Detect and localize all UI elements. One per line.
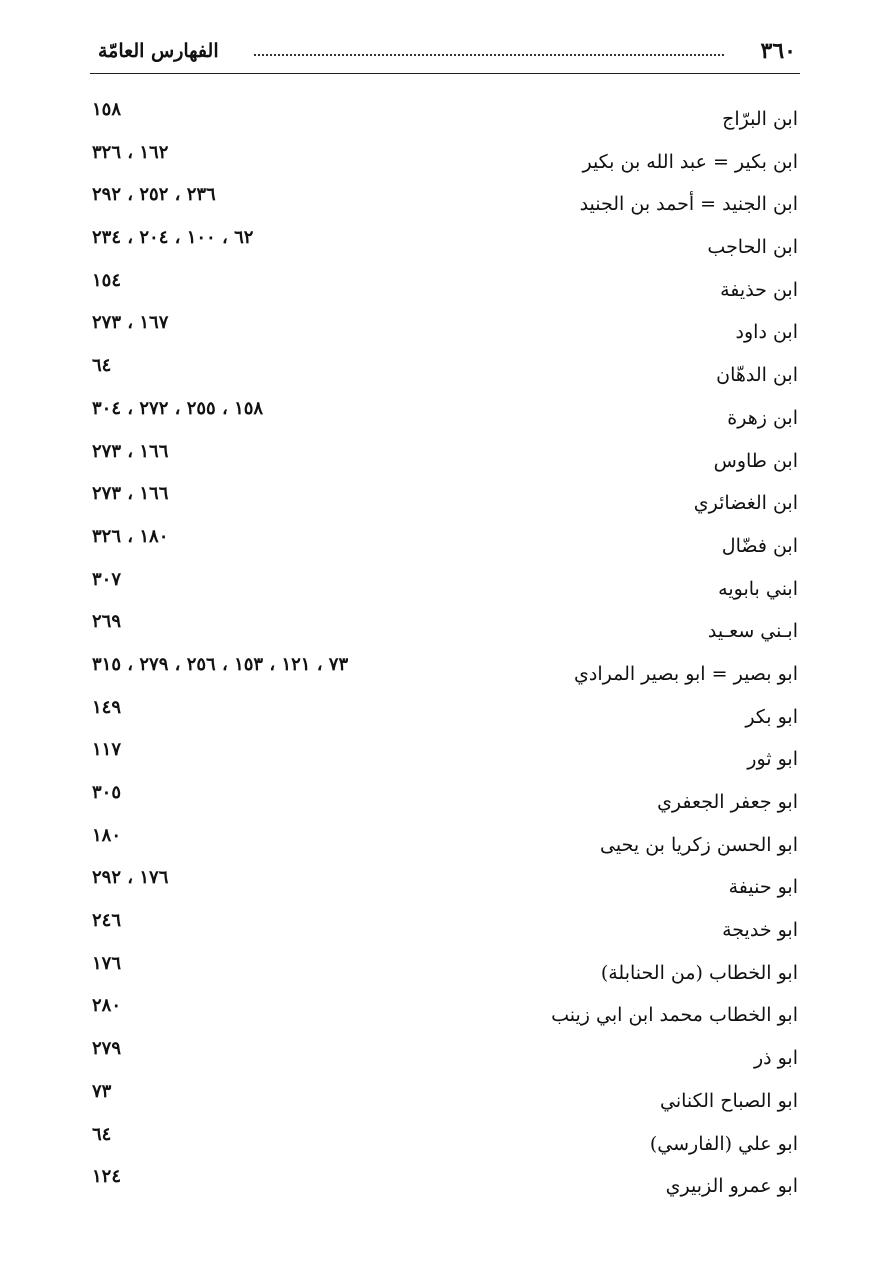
index-entry [82,864,798,907]
entry-pages: ٢٨٠ [92,995,122,1017]
index-entry [82,736,798,779]
index-entry [82,181,798,224]
entry-pages: ١٢٤ [92,1166,122,1188]
entry-pages: ٢٦٩ [92,611,122,633]
index-entry [82,651,798,694]
entry-term: ابو ذر [753,1047,798,1070]
entry-term: ابن الجنيد = أحمد بن الجنيد [579,193,798,216]
index-entry [82,779,798,822]
index-entry [82,822,798,865]
dotted-leader [254,54,724,56]
entry-term: ابن بكير = عبد الله بن بكير [582,150,798,173]
index-entry [82,1035,798,1078]
page-number: ٣٦٠ [760,38,796,64]
entry-pages: ١٨٠ ، ٣٢٦ [92,525,169,547]
entry-pages: ٧٣ [92,1080,112,1102]
entry-term: ابن البرّاج [722,108,798,130]
entry-term: ابو بصير = ابو بصير المرادي [574,662,798,685]
entry-term: ابو حنيفة [728,876,798,899]
entry-pages: ١٥٤ [92,269,122,291]
entry-term: ابو الخطاب محمد ابن ابي زينب [551,1004,798,1027]
index-entry [82,224,798,267]
entry-term: ابو الصباح الكناني [659,1089,798,1112]
entry-term: ابو علي (الفارسي) [649,1132,798,1155]
entry-term: ابو عمرو الزبيري [665,1175,798,1198]
entry-term: ابني بابويه [718,577,798,600]
page-header [98,36,796,70]
index-entry [82,950,798,993]
entry-term: ابن داود [735,321,798,344]
entry-pages: ١٧٦ ، ٢٩٢ [92,867,169,889]
entry-term: ابن فضّال [721,534,798,557]
index-entry [82,1163,798,1206]
entry-pages: ٣٠٧ [92,568,122,590]
index-entry [82,608,798,651]
entry-term: ابن الدهّان [716,364,798,387]
entry-pages: ٣٠٥ [92,782,122,803]
entry-pages: ١٨٠ [92,824,122,846]
index-entry [82,267,798,310]
entry-pages: ٦٤ [92,355,112,377]
entry-term: ابو جعفر الجعفري [657,791,798,813]
entry-term: ابن الحاجب [707,236,798,259]
entry-pages: ٦٤ [92,1123,112,1145]
index-entries [82,96,798,1206]
entry-pages: ٧٣ ، ١٢١ ، ١٥٣ ، ٢٥٦ ، ٢٧٩ ، ٣١٥ [92,653,349,675]
entry-pages: ١٧٦ [92,952,122,974]
entry-pages: ٢٤٦ [92,910,122,932]
index-entry [82,309,798,352]
entry-pages: ١٥٨ [92,99,122,120]
index-entry [82,523,798,566]
entry-pages: ١٦٦ ، ٢٧٣ [92,440,169,462]
entry-pages: ٦٢ ، ١٠٠ ، ٢٠٤ ، ٢٣٤ [92,227,254,249]
index-entry [82,992,798,1035]
entry-term: ابن الغضائري [693,492,798,515]
entry-term: ابو ثور [747,748,798,771]
index-entry [82,352,798,395]
index-entry [82,96,798,139]
index-entry [82,395,798,438]
index-entry [82,907,798,950]
entry-term: ابو خديجة [722,919,798,942]
entry-pages: ١١٧ [92,739,122,761]
entry-pages: ٢٧٩ [92,1038,122,1060]
entry-term: ابن زهرة [727,406,798,429]
index-entry [82,1121,798,1164]
entry-term: ابو بكر [745,705,798,728]
entry-term: ابـني سعـيد [707,620,798,643]
entry-pages: ١٥٨ ، ٢٥٥ ، ٢٧٢ ، ٣٠٤ [92,397,264,419]
index-entry [82,139,798,182]
entry-pages: ١٦٧ ، ٢٧٣ [92,312,169,334]
entry-term: ابو الخطاب (من الحنابلة) [600,961,798,984]
index-entry [82,1078,798,1121]
index-entry [82,438,798,481]
entry-pages: ٢٣٦ ، ٢٥٢ ، ٢٩٢ [92,184,216,206]
header-rule [90,73,800,74]
running-title: الفهارس العامّة [98,40,219,62]
index-entry [82,480,798,523]
entry-pages: ١٦٦ ، ٢٧٣ [92,483,169,505]
entry-pages: ١٤٩ [92,696,122,718]
entry-pages: ١٦٢ ، ٣٢٦ [92,141,169,163]
entry-term: ابو الحسن زكريا بن يحيى [600,833,798,856]
index-entry [82,566,798,609]
entry-term: ابن طاوس [713,449,798,472]
entry-term: ابن حذيفة [720,278,798,301]
index-entry [82,694,798,737]
